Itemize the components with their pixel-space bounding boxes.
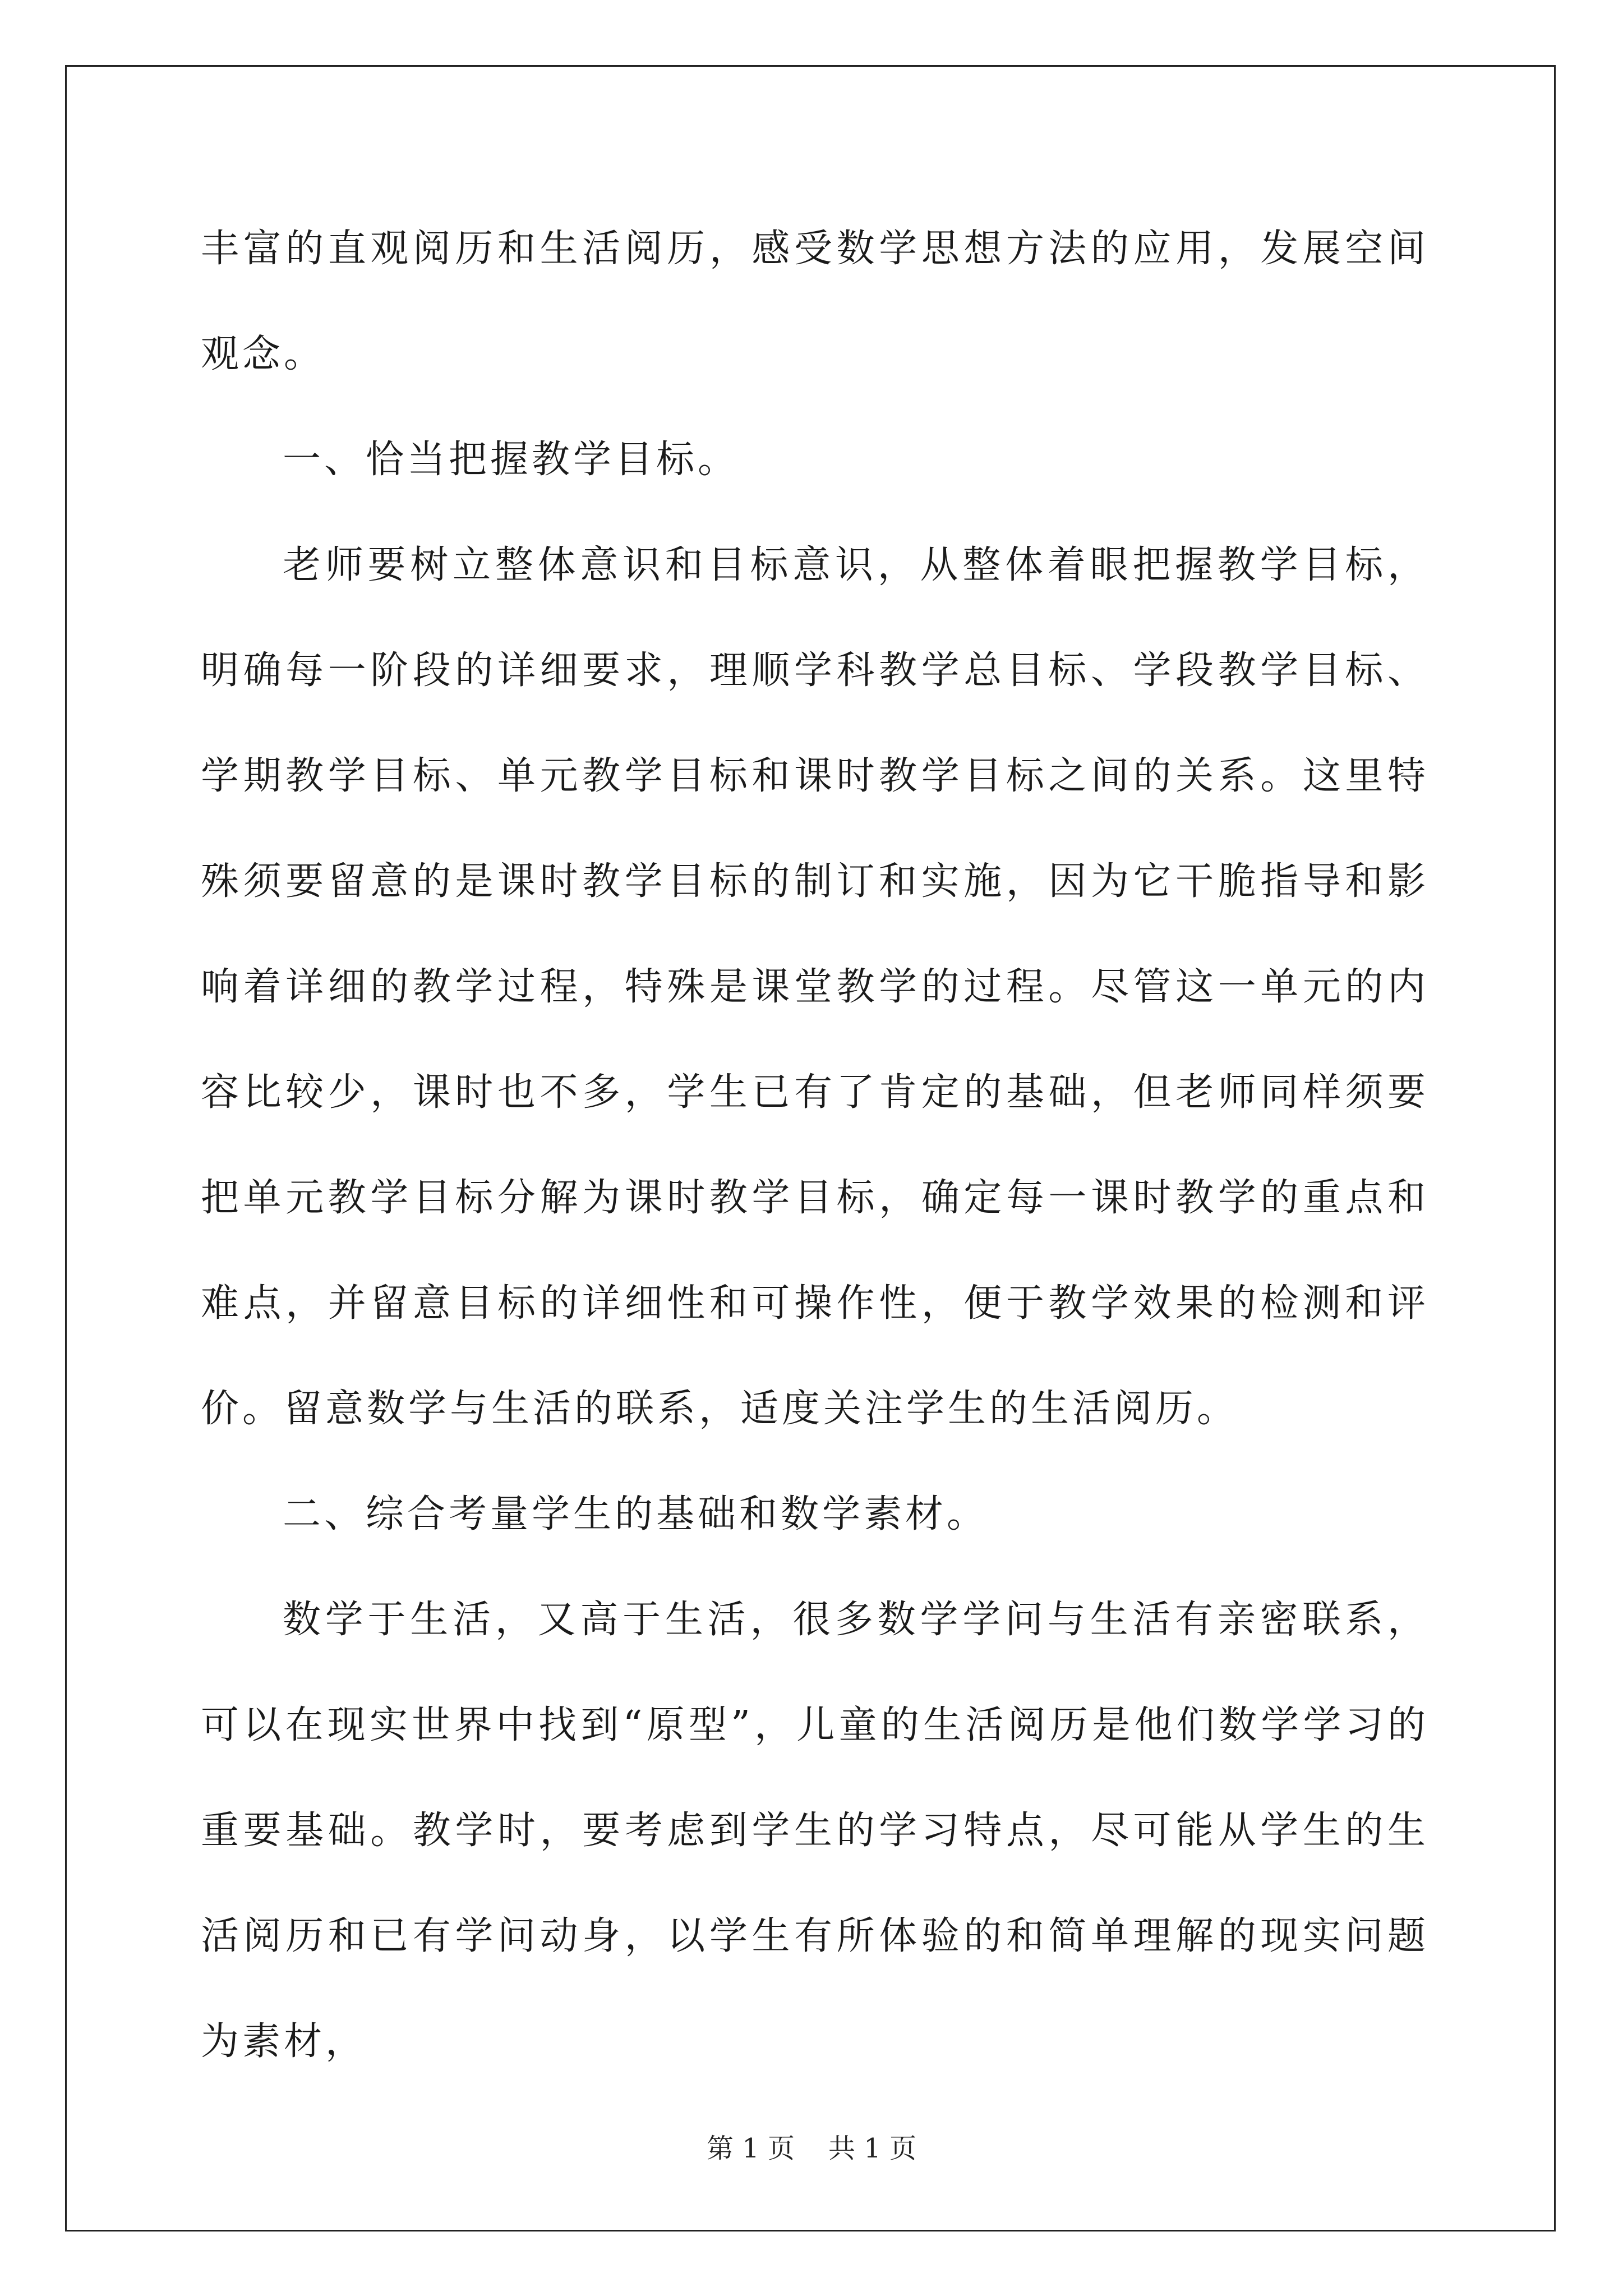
paragraph-teaching-goals: 老师要树立整体意识和目标意识，从整体着眼把握教学目标，明确每一阶段的详细要求，理顺学科教学总目标、学段教学目标、学期教学目标、单元教学目标和课时教学目标之间的关系。这里特殊须要留意的是课时教学目标的制订和实施，因为它干脆指导和影响着详细的教学过程，特殊是课堂教学的过程。尽管这一单元的内容比较少，课时也不多，学生已有了肯定的基础，但老师同样须要把单元教学目标分解为课时教学目标，确定每一课时教学的重点和难点，并留意目标的详细性和可操作性，便于教学效果的检测和评价。留意数学与生活的联系，适度关注学生的生活阅历。 (201, 543, 1429, 1431)
page-footer (0, 2132, 1623, 2165)
page-number: 第 1 页 (706, 2133, 795, 2164)
paragraph-student-foundation: 数学于生活，又高于生活，很多数学学问与生活有亲密联系，可以在现实世界中找到“原型”，儿童的生活阅历是他们数学学习的重要基础。教学时，要考虑到学生的学习特点，尽可能从学生的生活阅历和已有学问动身，以学生有所体验的和简单理解的现实问题为素材， (201, 1598, 1429, 2064)
section-heading-1: 一、恰当把握教学目标。 (283, 438, 740, 482)
paragraph-continuation: 丰富的直观阅历和生活阅历，感受数学思想方法的应用，发展空间观念。 (201, 227, 1429, 376)
document-body (201, 196, 1429, 2095)
section-heading-2: 二、综合考量学生的基础和数学素材。 (283, 1492, 989, 1536)
page-total: 共 1 页 (828, 2133, 917, 2164)
